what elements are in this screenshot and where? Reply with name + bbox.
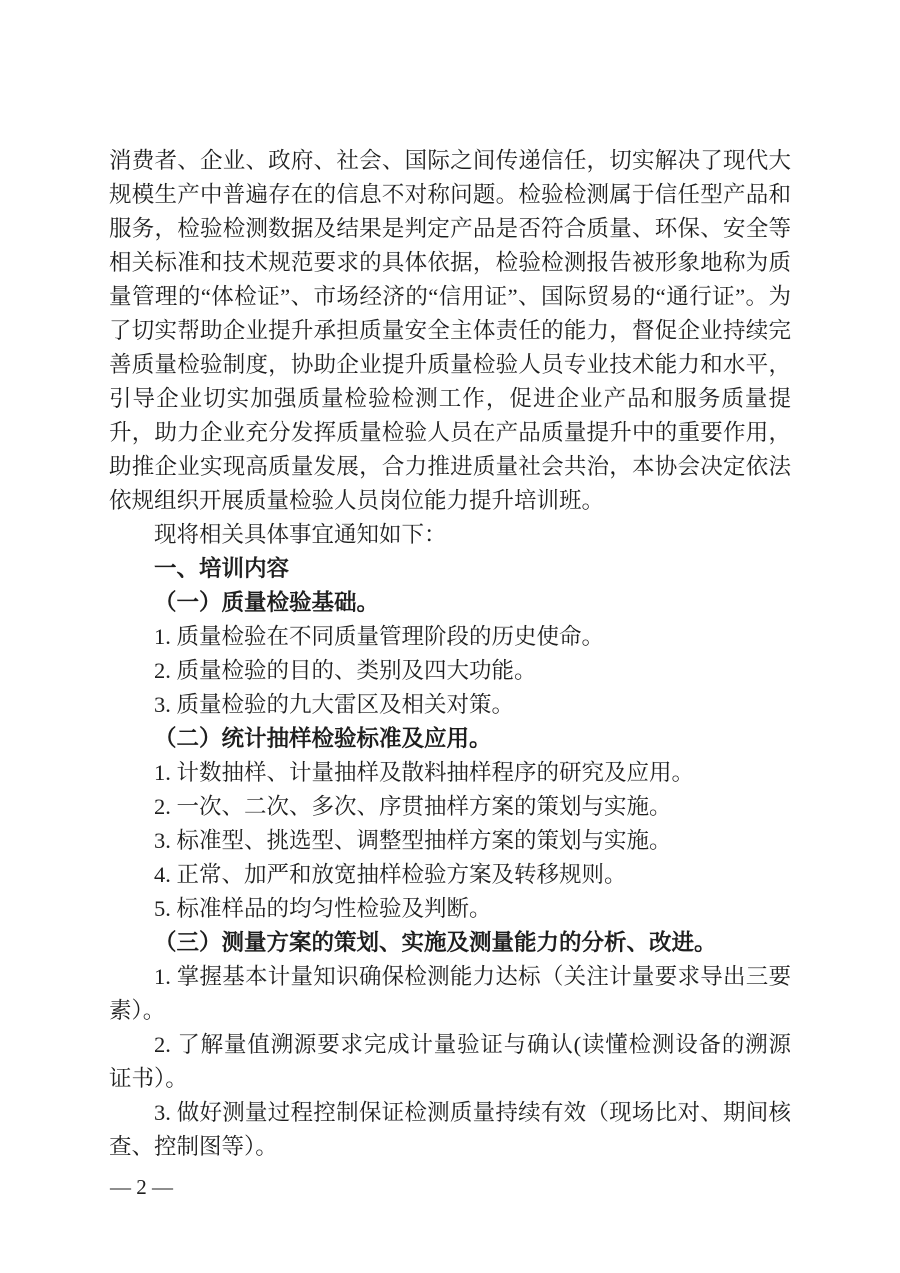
subsection-heading-2: （二）统计抽样检验标准及应用。	[154, 726, 492, 751]
training-item: 2. 了解量值溯源要求完成计量验证与确认(读懂检测设备的溯源证书）。	[109, 1032, 791, 1091]
training-item: 4. 正常、加严和放宽抽样检验方案及转移规则。	[154, 862, 627, 887]
training-item: 2. 质量检验的目的、类别及四大功能。	[154, 658, 537, 683]
page-number: — 2 —	[110, 1175, 173, 1199]
section-heading-training-content: 一、培训内容	[154, 556, 290, 581]
training-item: 5. 标准样品的均匀性检验及判断。	[154, 896, 492, 921]
notice-line: 现将相关具体事宜通知如下：	[154, 522, 447, 547]
document-body	[109, 144, 791, 1164]
training-item: 1. 计数抽样、计量抽样及散料抽样程序的研究及应用。	[154, 760, 695, 785]
intro-paragraph: 消费者、企业、政府、社会、国际之间传递信任，切实解决了现代大规模生产中普遍存在的信息不对称问题。检验检测属于信任型产品和服务，检验检测数据及结果是判定产品是否符合质量、环保、安全等相关标准和技术规范要求的具体依据，检验检测报告被形象地称为质量管理的“体检证”、市场经济的“信用证”、国际贸易的“通行证”。为了切实帮助企业提升承担质量安全主体责任的能力，督促企业持续完善质量检验制度，协助企业提升质量检验人员专业技术能力和水平，引导企业切实加强质量检验检测工作，促进企业产品和服务质量提升，助力企业充分发挥质量检验人员在产品质量提升中的重要作用，助推企业实现高质量发展，合力推进质量社会共治，本协会决定依法依规组织开展质量检验人员岗位能力提升培训班。	[109, 148, 791, 513]
subsection-heading-3: （三）测量方案的策划、实施及测量能力的分析、改进。	[154, 930, 717, 955]
training-item: 1. 质量检验在不同质量管理阶段的历史使命。	[154, 624, 605, 649]
training-item: 3. 质量检验的九大雷区及相关对策。	[154, 692, 515, 717]
training-item: 3. 标准型、挑选型、调整型抽样方案的策划与实施。	[154, 828, 672, 853]
training-item: 3. 做好测量过程控制保证检测质量持续有效（现场比对、期间核查、控制图等）。	[109, 1100, 791, 1159]
subsection-heading-1: （一）质量检验基础。	[154, 590, 380, 615]
training-item: 2. 一次、二次、多次、序贯抽样方案的策划与实施。	[154, 794, 672, 819]
training-item: 1. 掌握基本计量知识确保检测能力达标（关注计量要求导出三要素）。	[109, 964, 791, 1023]
